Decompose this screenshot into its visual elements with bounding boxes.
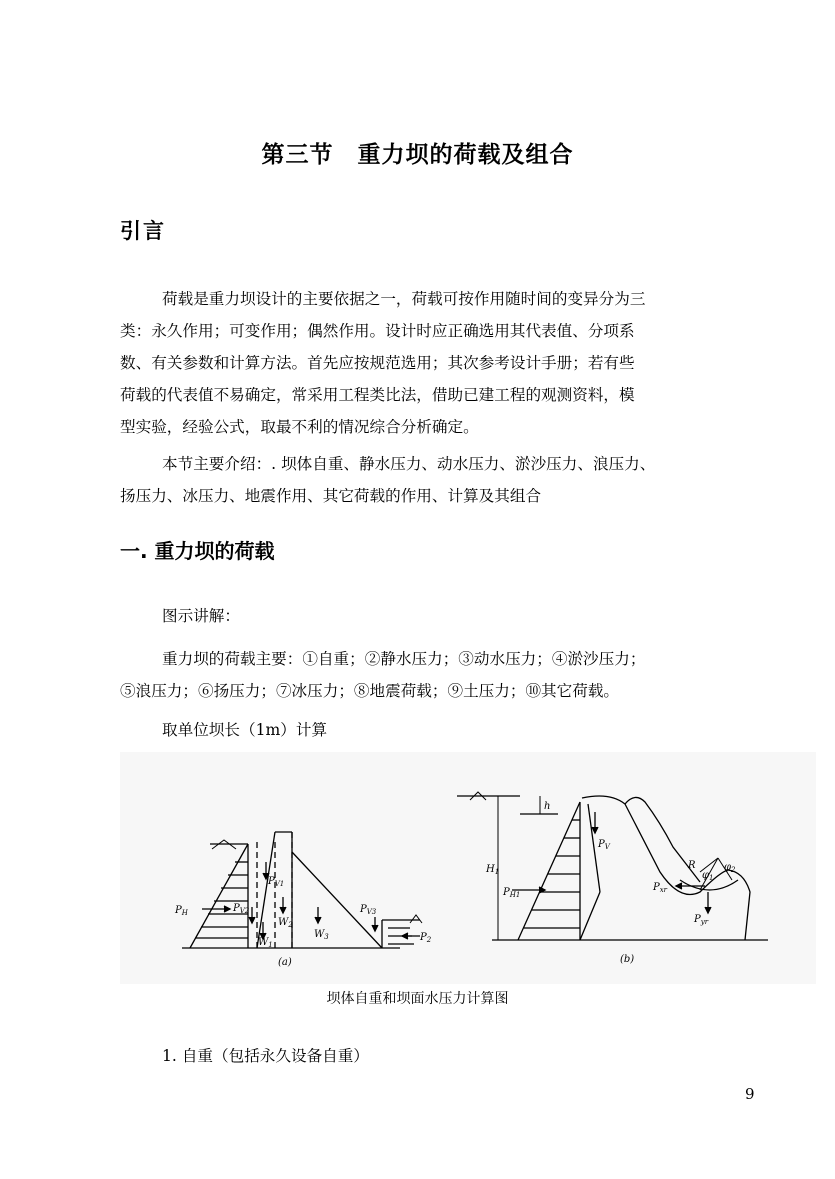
label-r: R	[688, 860, 696, 871]
heading-one: 一. 重力坝的荷载	[120, 539, 275, 563]
label-pv1: $P_{V1}$	[268, 876, 285, 888]
label-h: h	[544, 801, 551, 812]
intro-para2-line: 本节主要介绍：. 坝体自重、静水压力、动水压力、淤沙压力、浪压力、	[162, 455, 656, 473]
load-diagram-svg	[120, 752, 816, 984]
intro-para1-line: 型实验，经验公式，取最不利的情况综合分析确定。	[120, 418, 479, 436]
intro-para1-line: 荷载是重力坝设计的主要依据之一，荷载可按作用随时间的变异分为三	[162, 290, 646, 308]
self-weight-item: 1. 自重（包括永久设备自重）	[162, 1047, 369, 1065]
figure-label-a: (a)	[278, 957, 292, 968]
label-h1: $H_1$	[486, 864, 500, 876]
loads-line: 重力坝的荷载主要：①自重；②静水压力；③动水压力；④淤沙压力；	[162, 650, 646, 668]
load-diagram-figure	[120, 752, 816, 984]
loads-paragraph	[120, 643, 756, 707]
label-ph: $P_H$	[175, 905, 188, 917]
intro-heading: 引言	[120, 219, 166, 243]
intro-para1-line: 数、有关参数和计算方法。首先应按规范选用；其次参考设计手册；若有些	[120, 354, 635, 372]
label-pv2: $P_{V2}$	[233, 903, 250, 915]
figure-caption: 坝体自重和坝面水压力计算图	[326, 991, 509, 1007]
diagram-intro: 图示讲解：	[162, 607, 240, 625]
loads-line: ⑤浪压力；⑥扬压力；⑦冰压力；⑧地震荷载；⑨土压力；⑩其它荷载。	[120, 682, 620, 700]
figure-label-b: (b)	[620, 954, 635, 965]
label-p2: $P_2$	[420, 932, 432, 944]
intro-para1-line: 类：永久作用；可变作用；偶然作用。设计时应正确选用其代表值、分项系	[120, 322, 635, 340]
label-pxr: $P_{xr}$	[653, 882, 668, 894]
intro-paragraph-2	[120, 448, 756, 512]
label-pyr: $P_{yr}$	[694, 914, 709, 926]
label-pv: $P_V$	[598, 839, 610, 851]
label-pv3: $P_{V3}$	[360, 904, 377, 916]
label-w1: $W_1$	[258, 937, 273, 949]
label-phi1: $\varphi_1$	[702, 870, 714, 882]
label-w3: $W_3$	[314, 929, 329, 941]
label-w2: $W_2$	[278, 917, 293, 929]
section-title: 第三节 重力坝的荷载及组合	[261, 142, 574, 168]
intro-paragraph-1	[120, 283, 756, 443]
intro-para2-line: 扬压力、冰压力、地震作用、其它荷载的作用、计算及其组合	[120, 487, 542, 505]
label-ph1: $P_{H1}$	[503, 887, 521, 899]
unit-length-note: 取单位坝长（1m）计算	[162, 721, 328, 739]
label-phi2: $\varphi_2$	[724, 862, 736, 874]
page-number: 9	[745, 1085, 755, 1103]
intro-para1-line: 荷载的代表值不易确定，常采用工程类比法，借助已建工程的观测资料，模	[120, 386, 635, 404]
